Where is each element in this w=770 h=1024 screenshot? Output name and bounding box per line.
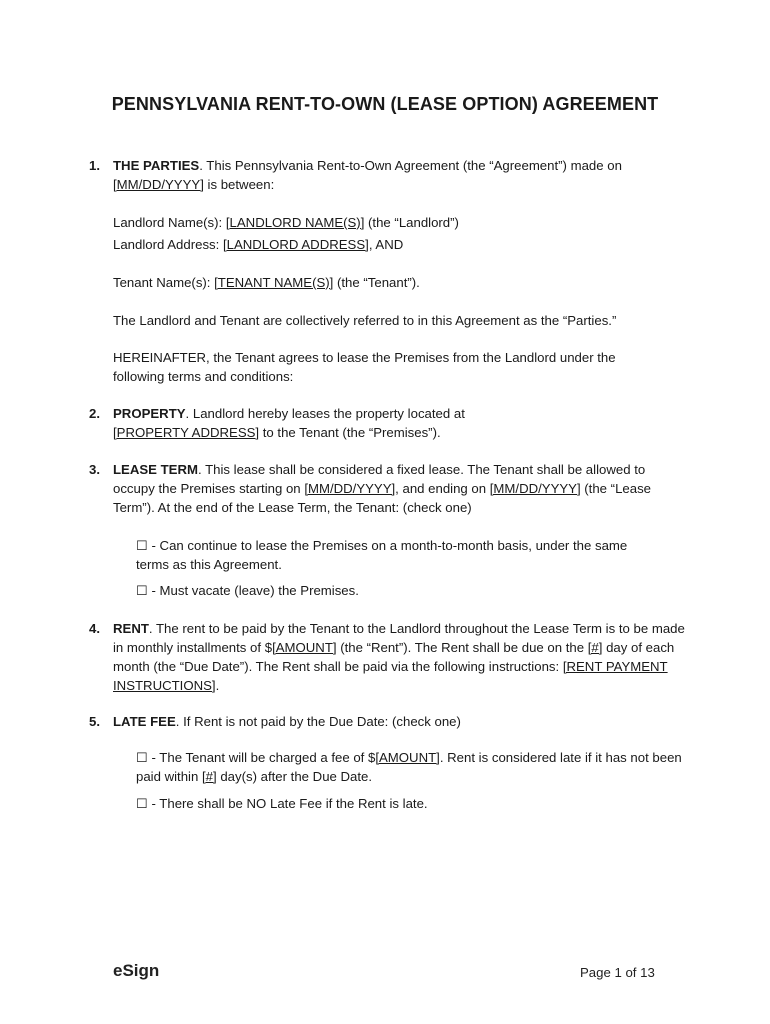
checkbox-option-late-fee[interactable]: ☐ - The Tenant will be charged a fee of $[AMOUNT]. Rent is considered late if it has not been paid within [#] day(s) after the Due Date. [136,750,682,784]
section-text: RENT. The rent to be paid by the Tenant to the Landlord throughout the Lease Term is to be made in monthly installments of $[AMOUNT] (the “Rent”). The Rent shall be due on the [#] day of each month (the “Due Date”). The Rent shall be paid via the following instructions: [RENT PAYMENT INSTRUCTIONS]. [113,621,685,693]
section-heading: RENT [113,621,149,636]
late-fee-days-field[interactable]: [#] [201,769,217,784]
landlord-name-field[interactable]: [LANDLORD NAME(S)] [225,215,365,230]
parties-collective-text: The Landlord and Tenant are collectively referred to in this Agreement as the “Parties.” [113,313,617,328]
section-text: LATE FEE. If Rent is not paid by the Due Date: (check one) [113,714,461,729]
landlord-address-field[interactable]: [LANDLORD ADDRESS] [222,237,369,252]
section-heading: LATE FEE [113,714,176,729]
tenant-name-line: Tenant Name(s): [TENANT NAME(S)] (the “Tenant”). [113,275,420,290]
section-heading: THE PARTIES [113,158,200,173]
section-number: 2. [89,406,100,421]
checkbox-option-vacate[interactable]: ☐ - Must vacate (leave) the Premises. [136,583,359,598]
page-number: Page 1 of 13 [580,965,655,980]
rent-due-day-field[interactable]: [#] [587,640,603,655]
section-number: 4. [89,621,100,636]
checkbox-option-month-to-month[interactable]: ☐ - Can continue to lease the Premises on a month-to-month basis, under the same terms as this Agreement. [136,538,628,572]
rent-payment-instructions-field[interactable]: [RENT PAYMENT INSTRUCTIONS] [113,659,668,693]
checkbox-option-no-late-fee[interactable]: ☐ - There shall be NO Late Fee if the Rent is late. [136,796,428,811]
property-address-field[interactable]: [PROPERTY ADDRESS] [113,425,260,440]
landlord-name-line: Landlord Name(s): [LANDLORD NAME(S)] (the “Landlord”) [113,215,459,230]
rent-amount-field[interactable]: [AMOUNT] [272,640,337,655]
esign-logo: eSign [113,961,160,980]
section-text: PROPERTY. Landlord hereby leases the property located at [PROPERTY ADDRESS] to the Tenant (the “Premises”). [113,406,465,440]
lease-end-field[interactable]: [MM/DD/YYYY] [489,481,581,496]
document-title: PENNSYLVANIA RENT-TO-OWN (LEASE OPTION) AGREEMENT [111,94,659,114]
section-heading: LEASE TERM [113,462,198,477]
section-text: THE PARTIES. This Pennsylvania Rent-to-Own Agreement (the “Agreement”) made on [MM/DD/YYYY] is between: [113,158,622,192]
section-heading: PROPERTY [113,406,186,421]
late-fee-amount-field[interactable]: [AMOUNT] [375,750,440,765]
hereinafter-text: HEREINAFTER, the Tenant agrees to lease the Premises from the Landlord under the following terms and conditions: [113,350,616,384]
agreement-date-field[interactable]: [MM/DD/YYYY] [113,177,204,192]
lease-start-field[interactable]: [MM/DD/YYYY] [304,481,396,496]
section-number: 1. [89,158,100,173]
landlord-address-line: Landlord Address: [LANDLORD ADDRESS], AND [113,237,404,252]
tenant-name-field[interactable]: [TENANT NAME(S)] [214,275,334,290]
section-text: LEASE TERM. This lease shall be considered a fixed lease. The Tenant shall be allowed to occupy the Premises starting on [MM/DD/YYYY], and ending on [MM/DD/YYYY] (the “Lease Term”). At the end of the Lease Term, the Tenant: (check one) [113,462,651,515]
section-number: 3. [89,462,100,477]
section-number: 5. [89,714,100,729]
